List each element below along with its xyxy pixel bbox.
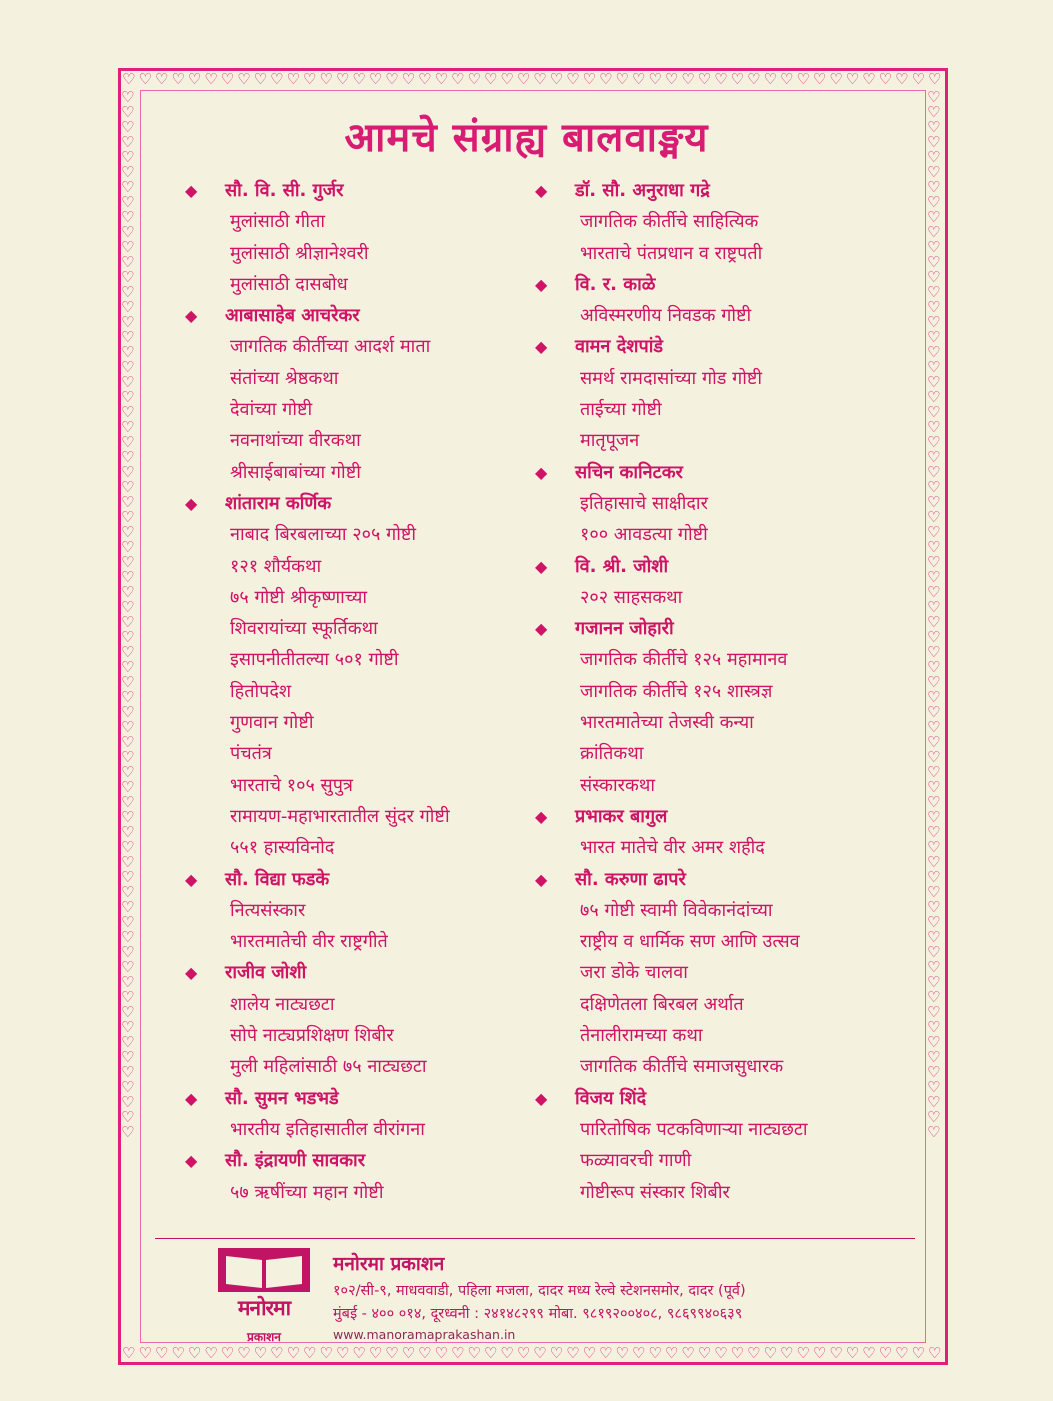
publisher-address-line1: १०२/सी-९, माधववाडी, पहिला मजला, दादर मध्य रेल्वे स्टेशनसमोर, दादर (पूर्व)	[333, 1283, 746, 1299]
book-title: भारतमातेच्या तेजस्वी कन्या	[580, 712, 754, 734]
author-name: सचिन कानिटकर	[575, 461, 683, 483]
diamond-bullet-icon: ◆	[535, 274, 548, 294]
book-title: भारतीय इतिहासातील वीरांगना	[230, 1118, 425, 1140]
diamond-bullet-icon: ◆	[535, 619, 548, 639]
diamond-bullet-icon: ◆	[185, 869, 198, 889]
right-column	[535, 175, 865, 1208]
book-title: मुली महिलांसाठी ७५ नाट्यछटा	[230, 1056, 427, 1078]
book-title: जागतिक कीर्तीचे १२५ शास्त्रज्ञ	[580, 680, 773, 702]
diamond-bullet-icon: ◆	[535, 869, 548, 889]
book-title: तेनालीरामच्या कथा	[580, 1025, 703, 1047]
author-name: गजानन जोहारी	[575, 618, 674, 640]
author-heading	[185, 1145, 515, 1176]
diamond-bullet-icon: ◆	[535, 1088, 548, 1108]
book-title: मुलांसाठी दासबोध	[230, 273, 348, 295]
author-heading	[185, 957, 515, 988]
book-title: पंचतंत्र	[230, 743, 272, 765]
book-title: जागतिक कीर्तीच्या आदर्श माता	[230, 336, 431, 358]
publisher-logo	[218, 1248, 310, 1358]
author-heading	[535, 457, 865, 488]
book-title: संतांच्या श्रेष्ठकथा	[230, 367, 339, 389]
logo-subtitle: प्रकाशन	[247, 1330, 281, 1344]
book-title: ७५ गोष्टी श्रीकृष्णाच्या	[230, 586, 368, 608]
book-title: रामायण-महाभारतातील सुंदर गोष्टी	[230, 805, 450, 827]
book-title: जागतिक कीर्तीचे समाजसुधारक	[580, 1056, 784, 1078]
author-name: वि. र. काळे	[575, 273, 656, 295]
author-heading	[535, 613, 865, 644]
author-name: सौ. सुमन भडभडे	[225, 1087, 339, 1109]
book-title: जागतिक कीर्तीचे १२५ महामानव	[580, 649, 788, 671]
author-heading	[535, 269, 865, 300]
logo-name: मनोरमा	[237, 1296, 291, 1320]
diamond-bullet-icon: ◆	[185, 963, 198, 983]
book-title: समर्थ रामदासांच्या गोड गोष्टी	[580, 367, 763, 389]
author-heading	[535, 1083, 865, 1114]
heart-border-top-icon: ♡♡♡♡♡♡♡♡♡♡♡♡♡♡♡♡♡♡♡♡♡♡♡♡♡♡♡♡♡♡♡♡♡♡♡♡♡♡♡♡♡♡♡♡♡♡♡♡♡♡	[122, 72, 944, 87]
author-name: शांताराम कर्णिक	[225, 492, 332, 514]
author-heading	[185, 300, 515, 331]
book-title: १०० आवडत्या गोष्टी	[580, 524, 708, 546]
publisher-website[interactable]: www.manoramaprakashan.in	[333, 1327, 516, 1342]
book-title: शालेय नाट्यछटा	[230, 993, 335, 1015]
book-title: भारताचे १०५ सुपुत्र	[230, 774, 353, 796]
diamond-bullet-icon: ◆	[535, 181, 548, 200]
book-title: ७५ गोष्टी स्वामी विवेकानंदांच्या	[580, 899, 773, 921]
diamond-bullet-icon: ◆	[535, 462, 548, 482]
diamond-bullet-icon: ◆	[185, 493, 198, 513]
book-title: संस्कारकथा	[580, 774, 656, 796]
author-heading	[185, 175, 515, 206]
diamond-bullet-icon: ◆	[185, 1088, 198, 1108]
diamond-bullet-icon: ◆	[185, 181, 198, 200]
author-heading	[185, 488, 515, 519]
book-title: दक्षिणेतला बिरबल अर्थात	[580, 993, 744, 1015]
diamond-bullet-icon: ◆	[535, 806, 548, 826]
footer-divider	[155, 1238, 915, 1239]
page-title: आमचे संग्राह्य बालवाङ्मय	[344, 115, 709, 161]
author-name: सौ. इंद्रायणी सावकार	[225, 1150, 366, 1172]
author-name: विजय शिंदे	[575, 1087, 647, 1109]
book-title: फळ्यावरची गाणी	[580, 1150, 692, 1172]
publisher-name: मनोरमा प्रकाशन	[333, 1253, 445, 1275]
book-title: भारतमातेची वीर राष्ट्रगीते	[230, 931, 388, 953]
book-title: देवांच्या गोष्टी	[230, 399, 313, 421]
author-heading	[535, 175, 865, 206]
book-title: गोष्टीरूप संस्कार शिबीर	[580, 1181, 730, 1203]
book-title: श्रीसाईबाबांच्या गोष्टी	[230, 461, 361, 483]
author-name: सौ. वि. सी. गुर्जर	[225, 180, 344, 201]
book-title: नवनाथांच्या वीरकथा	[230, 430, 361, 452]
book-title: हितोपदेश	[230, 680, 292, 702]
book-title: नाबाद बिरबलाच्या २०५ गोष्टी	[230, 524, 417, 546]
publisher-address-line2: मुंबई - ४०० ०१४, दूरध्वनी : २४१४८२९९ मोबा. ९८१९२००४०८, ९८६९९४०६३९	[333, 1306, 743, 1322]
book-title: सोपे नाट्यप्रशिक्षण शिबीर	[230, 1025, 394, 1047]
diamond-bullet-icon: ◆	[535, 556, 548, 576]
book-title: ५७ ऋषींच्या महान गोष्टी	[230, 1181, 384, 1203]
diamond-bullet-icon: ◆	[185, 1151, 198, 1171]
book-logo-icon	[218, 1248, 310, 1292]
book-title: भारताचे पंतप्रधान व राष्ट्रपती	[580, 242, 763, 264]
book-title: जागतिक कीर्तीचे साहित्यिक	[580, 211, 759, 233]
author-name: राजीव जोशी	[225, 962, 307, 984]
book-title: इतिहासाचे साक्षीदार	[580, 492, 708, 514]
book-title: क्रांतिकथा	[580, 743, 644, 765]
author-heading	[535, 551, 865, 582]
book-title: १२१ शौर्यकथा	[230, 555, 322, 577]
heart-border-left-icon: ♡♡♡♡♡♡♡♡♡♡♡♡♡♡♡♡♡♡♡♡♡♡♡♡♡♡♡♡♡♡♡♡♡♡♡♡♡♡♡♡♡♡♡♡♡♡♡♡♡♡♡♡♡♡♡♡♡♡♡♡♡♡♡♡♡♡♡♡♡♡	[121, 90, 135, 1141]
author-name: सौ. विद्या फडके	[225, 868, 330, 890]
book-title: पारितोषिक पटकविणाऱ्या नाट्यछटा	[580, 1118, 808, 1140]
author-name: वि. श्री. जोशी	[575, 555, 669, 577]
book-title: मातृपूजन	[580, 430, 640, 452]
author-name: डॉ. सौ. अनुराधा गद्रे	[575, 180, 710, 201]
book-title: नित्यसंस्कार	[230, 899, 306, 921]
book-title: शिवरायांच्या स्फूर्तिकथा	[230, 618, 378, 640]
book-title: गुणवान गोष्टी	[230, 712, 314, 734]
book-title: २०२ साहसकथा	[580, 586, 683, 608]
diamond-bullet-icon: ◆	[535, 337, 548, 357]
author-heading	[535, 864, 865, 895]
author-heading	[185, 1083, 515, 1114]
book-title: जरा डोके चालवा	[580, 962, 688, 984]
book-title: मुलांसाठी श्रीज्ञानेश्वरी	[230, 242, 369, 264]
author-name: वामन देशपांडे	[575, 336, 664, 358]
author-name: प्रभाकर बागुल	[575, 805, 668, 827]
book-title: अविस्मरणीय निवडक गोष्टी	[580, 305, 752, 327]
left-column	[185, 175, 515, 1208]
book-title: ५५१ हास्यविनोद	[230, 837, 335, 859]
heart-border-right-icon: ♡♡♡♡♡♡♡♡♡♡♡♡♡♡♡♡♡♡♡♡♡♡♡♡♡♡♡♡♡♡♡♡♡♡♡♡♡♡♡♡♡♡♡♡♡♡♡♡♡♡♡♡♡♡♡♡♡♡♡♡♡♡♡♡♡♡♡♡♡♡	[927, 90, 941, 1141]
author-name: सौ. करुणा ढापरे	[575, 868, 686, 890]
author-heading	[185, 864, 515, 895]
book-title: ताईच्या गोष्टी	[580, 399, 662, 421]
author-heading	[535, 331, 865, 362]
book-title: इसापनीतीतल्या ५०१ गोष्टी	[230, 649, 399, 671]
book-title: भारत मातेचे वीर अमर शहीद	[580, 837, 765, 859]
author-name: आबासाहेब आचरेकर	[225, 305, 360, 327]
book-title: राष्ट्रीय व धार्मिक सण आणि उत्सव	[580, 931, 800, 953]
diamond-bullet-icon: ◆	[185, 306, 198, 326]
book-title: मुलांसाठी गीता	[230, 211, 326, 233]
heart-border-bottom-icon: ♡♡♡♡♡♡♡♡♡♡♡♡♡♡♡♡♡♡♡♡♡♡♡♡♡♡♡♡♡♡♡♡♡♡♡♡♡♡♡♡♡♡♡♡♡♡♡♡♡♡	[122, 1346, 944, 1361]
author-heading	[535, 801, 865, 832]
